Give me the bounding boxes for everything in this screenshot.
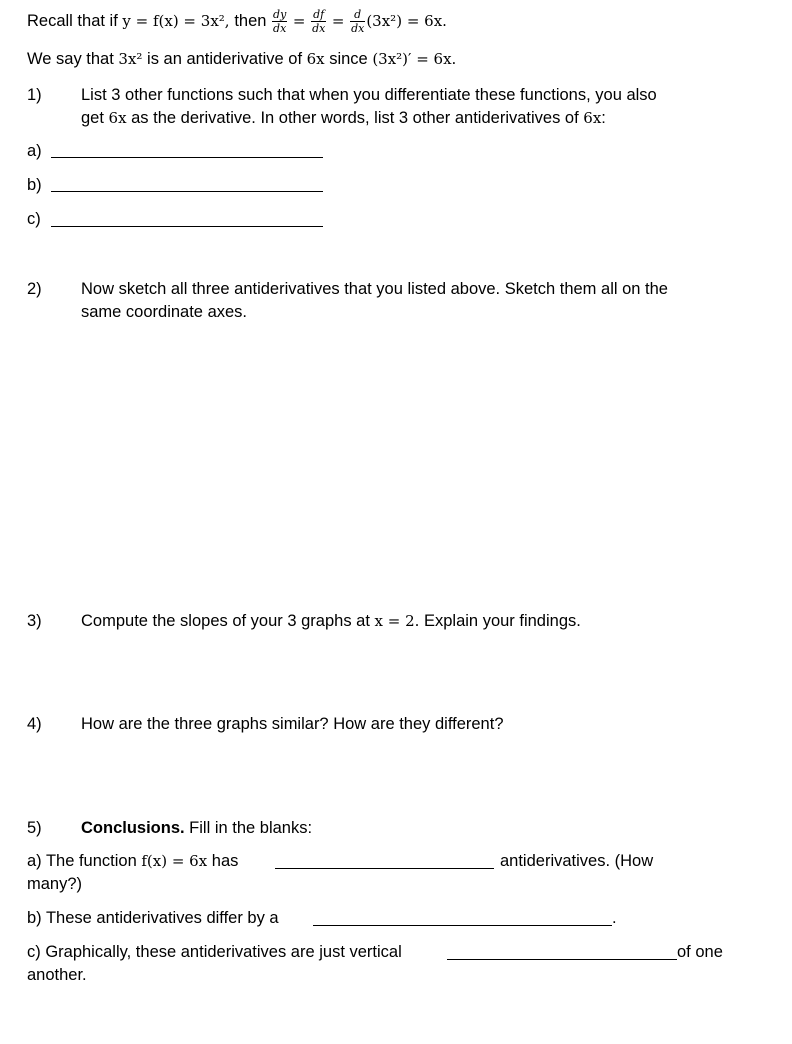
intro-text-since: since [324,50,373,68]
intro-math-6x: 6x [306,50,325,68]
equals-sign: = [292,11,306,30]
question-1-line-2 [81,107,657,130]
intro-line-2 [27,48,456,70]
question-1-number: 1) [27,86,42,104]
question-1-text-as: as the derivative. In other words, list 3 other antiderivatives of [126,109,584,127]
answer-label-b: b) [27,176,42,194]
question-3-math-x2: x = 2. [374,612,420,630]
conclusion-a-math-f: f(x) = 6x [141,852,208,870]
conclusion-c-line-2: another. [27,966,87,984]
conclusion-c-text: c) Graphically, these antiderivatives are just vertical [27,943,402,961]
conclusion-a-text-has: has [207,852,239,870]
conclusion-a-line-1 [27,850,238,873]
question-1-line-1: List 3 other functions such that when you differentiate these functions, you also [81,86,657,104]
answer-blank-a[interactable] [51,157,323,158]
question-1-math-6x: 6x [108,109,127,127]
conclusion-a-line-2: many?) [27,875,83,893]
question-1-text [81,84,657,130]
intro-math-function: y = f(x) = 3x², [122,11,235,30]
intro-text-then: then [234,11,272,30]
conclusion-c-post: of one [677,943,723,961]
fraction-dy-num: dy [273,8,287,21]
question-2-text [81,278,668,324]
question-5-conclusions: Conclusions. [81,819,185,837]
fraction-d-den: dx [351,22,365,35]
question-5-heading [81,817,312,840]
question-3-text-explain: Explain your findings. [419,612,581,630]
fraction-dy-dx [272,8,287,35]
conclusion-a-text-function: a) The function [27,852,142,870]
conclusion-c-blank[interactable] [447,959,677,960]
answer-blank-c[interactable] [51,226,323,227]
sketch-area[interactable] [27,330,767,590]
answer-label-a: a) [27,142,42,160]
question-4-text: How are the three graphs similar? How are they different? [81,715,504,733]
question-1-math-6x-2: 6x [583,109,602,127]
conclusion-b-text: b) These antiderivatives differ by a [27,909,279,927]
fraction-d-dx [350,8,365,35]
answer-blank-b[interactable] [51,191,323,192]
fraction-d-num: d [350,8,365,22]
question-1-text-get: get [81,109,109,127]
question-3-text-compute: Compute the slopes of your 3 graphs at [81,612,375,630]
fraction-df-dx [311,8,326,35]
conclusion-a-blank[interactable] [275,868,494,869]
intro-line-1 [27,8,447,35]
intro-text-we-say: We say that [27,50,119,68]
intro-math-derivative: (3x²) = 6x. [366,11,447,30]
question-3-text [81,610,581,633]
equals-sign: = [331,11,345,30]
conclusion-b-blank[interactable] [313,925,612,926]
question-4-number: 4) [27,715,42,733]
intro-math-derivative-prime: (3x²)′ = 6x. [372,50,457,68]
intro-text-recall: Recall that if [27,11,123,30]
question-5-number: 5) [27,819,42,837]
intro-math-3x2: 3x² [118,50,143,68]
question-2-number: 2) [27,280,42,298]
answer-label-c: c) [27,210,41,228]
intro-text-antiderivative: is an antiderivative of [142,50,307,68]
question-1-colon: : [601,109,606,127]
question-3-number: 3) [27,612,42,630]
question-5-fill-in: Fill in the blanks: [184,819,313,837]
question-2-line-2: same coordinate axes. [81,303,248,321]
fraction-dy-den: dx [273,22,287,35]
question-2-line-1: Now sketch all three antiderivatives that you listed above. Sketch them all on the [81,280,668,298]
conclusion-a-post: antiderivatives. (How [500,852,654,870]
conclusion-b-period: . [612,909,617,927]
fraction-df-den: dx [312,22,326,35]
fraction-df-num: df [311,8,326,22]
